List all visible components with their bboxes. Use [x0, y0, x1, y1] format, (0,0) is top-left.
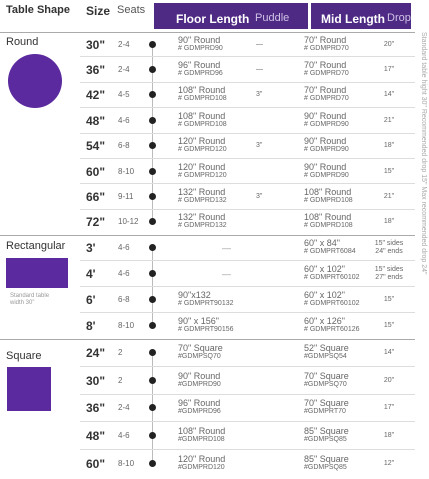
table-row — [0, 450, 415, 478]
header-size: Size — [86, 4, 111, 18]
row-floor-code: # GDMPRD120 — [178, 146, 227, 154]
row-mid-length: 60" x 102" — [304, 290, 345, 300]
row-mid-code: # GDMPRD70 — [304, 70, 349, 78]
table-row — [0, 313, 415, 339]
table-row — [0, 367, 415, 395]
row-floor-code: #GDMPRD120 — [178, 464, 225, 472]
row-dot-icon — [149, 66, 156, 73]
row-floor-length: 90" x 156" — [178, 316, 219, 326]
row-mid-code: #GDMPSQ85 — [304, 436, 347, 444]
row-mid-length: 70" Round — [304, 85, 347, 96]
row-seats: 9-11 — [118, 192, 134, 202]
row-mid-length: 90" Round — [304, 161, 347, 172]
row-floor-length: 132" Round — [178, 212, 226, 223]
row-floor-code: # GDMPRD132 — [178, 197, 227, 205]
row-mid-length: 85" Square — [304, 454, 349, 465]
row-drop: 18" — [383, 218, 395, 226]
row-floor-length: — — [222, 269, 231, 279]
row-puddle: 3" — [256, 193, 263, 201]
side-note-text: Standard table hight 30" Recommended drop 15" Max recommended drop 24" — [420, 32, 427, 275]
row-drop: 17" — [383, 404, 395, 412]
row-floor-length: 90"x132 — [178, 290, 211, 300]
row-mid-code: # GDMPRD70 — [304, 95, 349, 103]
header-seats: Seats — [117, 4, 146, 16]
row-floor-code: #GDMPRD96 — [178, 408, 221, 416]
section-label-square: Square — [6, 350, 42, 362]
row-floor-code: #GDMPRD90 — [178, 380, 221, 388]
row-floor-code: # GDMPRD108 — [178, 95, 227, 103]
row-size: 6' — [86, 293, 96, 307]
row-drop: 20" — [383, 376, 395, 384]
row-drop: 12" — [383, 460, 395, 468]
row-dot-icon — [149, 193, 156, 200]
row-mid-code: #GDMPSQ85 — [304, 464, 347, 472]
row-puddle: — — [256, 66, 263, 74]
table-row — [0, 395, 415, 423]
table-row — [0, 339, 415, 367]
header-floor-bar — [154, 3, 308, 29]
row-floor-code: #GDMPRD108 — [178, 436, 225, 444]
row-floor-length: 120" Round — [178, 136, 226, 147]
table-row — [0, 210, 415, 235]
header-mid-bar — [311, 3, 411, 29]
row-mid-code: #GDMPRT70 — [304, 408, 346, 416]
table-row — [0, 134, 415, 159]
header-table-shape: Table Shape — [6, 4, 70, 16]
row-floor-code: # GDMPRT90132 — [178, 300, 234, 307]
row-size: 36" — [86, 63, 106, 78]
row-drop: 20" — [383, 40, 395, 48]
rectangular-note: Standard table width 30" — [10, 293, 50, 306]
row-drop: 15" — [383, 322, 395, 329]
row-seats: 10-12 — [118, 217, 139, 227]
row-floor-length: 96" Round — [178, 398, 221, 409]
table-row — [0, 57, 415, 82]
row-drop: 14" — [383, 91, 395, 99]
row-mid-code: # GDMPRD90 — [304, 146, 349, 154]
row-floor-code: # GDMPRD96 — [178, 70, 223, 78]
table-row — [0, 159, 415, 184]
row-size: 48" — [86, 429, 106, 444]
section-label-round: Round — [6, 36, 39, 48]
row-seats: 8-10 — [118, 321, 135, 330]
row-puddle: 3" — [256, 91, 263, 99]
row-mid-code: # GDMPRD70 — [304, 44, 349, 52]
row-size: 8' — [86, 319, 96, 333]
row-floor-length: 96" Round — [178, 60, 221, 71]
row-size: 54" — [86, 139, 106, 154]
row-dot-icon — [149, 432, 156, 439]
row-seats: 2 — [118, 347, 123, 357]
row-dot-icon — [149, 322, 156, 329]
row-drop: 15" sides 24" ends — [374, 240, 404, 255]
row-size: 4' — [86, 267, 96, 281]
row-size: 3' — [86, 241, 96, 255]
row-puddle: — — [256, 40, 263, 48]
table-row — [0, 83, 415, 108]
row-floor-code: # GDMPRD132 — [178, 222, 227, 230]
header-puddle: Puddle — [255, 12, 290, 24]
row-floor-code: # GDMPRD108 — [178, 120, 227, 128]
row-seats: 4-6 — [118, 115, 130, 125]
row-dot-icon — [149, 142, 156, 149]
row-floor-length: 90" Round — [178, 34, 221, 45]
row-mid-length: 108" Round — [304, 187, 352, 198]
row-drop: 15" — [383, 167, 395, 175]
row-size: 42" — [86, 88, 106, 103]
row-drop: 15" sides 27" ends — [374, 266, 404, 281]
row-dot-icon — [149, 218, 156, 225]
row-dot-icon — [149, 91, 156, 98]
row-mid-length: 90" Round — [304, 136, 347, 147]
header-floor-length: Floor Length — [176, 12, 250, 26]
row-size: 30" — [86, 373, 106, 388]
row-seats: 2-4 — [118, 403, 130, 413]
row-size: 60" — [86, 457, 106, 472]
row-seats: 4-5 — [118, 90, 130, 100]
row-mid-length: 60" x 102" — [304, 264, 345, 274]
row-size: 30" — [86, 37, 106, 52]
row-drop: 17" — [383, 66, 395, 74]
row-puddle: 3" — [256, 142, 263, 150]
row-floor-length: 132" Round — [178, 187, 226, 198]
table-row — [0, 287, 415, 313]
row-dot-icon — [149, 244, 156, 251]
row-seats: 2-4 — [118, 65, 130, 75]
row-mid-code: #GDMPSQ70 — [304, 380, 347, 388]
row-size: 60" — [86, 164, 106, 179]
row-floor-length: — — [222, 243, 231, 253]
row-mid-length: 60" x 84" — [304, 238, 340, 248]
table-row — [0, 235, 415, 261]
row-drop: 21" — [383, 193, 395, 201]
header-mid-length: Mid Length — [321, 12, 385, 26]
row-seats: 6-8 — [118, 295, 130, 304]
row-seats: 2-4 — [118, 39, 130, 49]
row-mid-code: # GDMPRD90 — [304, 120, 349, 128]
section-label-rectangular: Rectangular — [6, 240, 66, 252]
row-seats: 4-6 — [118, 269, 130, 278]
row-seats: 4-6 — [118, 243, 130, 252]
row-seats: 2 — [118, 375, 123, 385]
row-size: 36" — [86, 401, 106, 416]
row-drop: 18" — [383, 142, 395, 150]
row-floor-length: 120" Round — [178, 161, 226, 172]
row-mid-length: 60" x 126" — [304, 316, 345, 326]
row-floor-length: 108" Round — [178, 85, 226, 96]
row-floor-code: #GDMPSQ70 — [178, 352, 221, 360]
row-size: 66" — [86, 190, 106, 205]
table-row — [0, 184, 415, 209]
row-seats: 8-10 — [118, 459, 135, 469]
row-drop: 14" — [383, 348, 395, 356]
row-mid-length: 70" Round — [304, 60, 347, 71]
row-mid-code: # GDMPRT6084 — [304, 248, 356, 255]
row-mid-length: 108" Round — [304, 212, 352, 223]
row-floor-code: # GDMPRD120 — [178, 171, 227, 179]
row-dot-icon — [149, 377, 156, 384]
row-floor-code: # GDMPRT90156 — [178, 326, 234, 333]
table-row — [0, 32, 415, 57]
row-drop: 15" — [383, 296, 395, 303]
row-floor-length: 108" Round — [178, 426, 226, 437]
row-floor-code: # GDMPRD90 — [178, 44, 223, 52]
row-mid-length: 70" Square — [304, 370, 349, 381]
row-mid-code: # GDMPRD108 — [304, 222, 353, 230]
row-dot-icon — [149, 349, 156, 356]
row-floor-length: 120" Round — [178, 454, 226, 465]
row-drop: 21" — [383, 116, 395, 124]
row-dot-icon — [149, 41, 156, 48]
row-floor-length: 70" Square — [178, 342, 223, 353]
row-mid-code: # GDMPRT60102 — [304, 274, 360, 281]
row-size: 48" — [86, 113, 106, 128]
row-size: 24" — [86, 345, 106, 360]
table-row — [0, 261, 415, 287]
row-mid-code: #GDMPSQ54 — [304, 352, 347, 360]
row-mid-length: 52" Square — [304, 342, 349, 353]
table-row — [0, 108, 415, 133]
row-mid-length: 70" Square — [304, 398, 349, 409]
row-mid-length: 85" Square — [304, 426, 349, 437]
row-dot-icon — [149, 117, 156, 124]
row-drop: 18" — [383, 432, 395, 440]
row-mid-length: 70" Round — [304, 34, 347, 45]
row-dot-icon — [149, 404, 156, 411]
side-note — [418, 32, 428, 322]
row-floor-length: 90" Round — [178, 370, 221, 381]
row-floor-length: 108" Round — [178, 110, 226, 121]
row-dot-icon — [149, 296, 156, 303]
header-drop: Drop — [387, 12, 411, 24]
row-dot-icon — [149, 168, 156, 175]
row-seats: 8-10 — [118, 166, 135, 176]
row-mid-code: # GDMPRT60126 — [304, 326, 360, 333]
row-seats: 4-6 — [118, 431, 130, 441]
row-size: 72" — [86, 215, 106, 230]
row-mid-code: # GDMPRD90 — [304, 171, 349, 179]
row-mid-length: 90" Round — [304, 110, 347, 121]
row-mid-code: # GDMPRT60102 — [304, 300, 360, 307]
table-row — [0, 422, 415, 450]
row-seats: 6-8 — [118, 141, 130, 151]
row-dot-icon — [149, 460, 156, 467]
row-dot-icon — [149, 270, 156, 277]
row-mid-code: # GDMPRD108 — [304, 197, 353, 205]
